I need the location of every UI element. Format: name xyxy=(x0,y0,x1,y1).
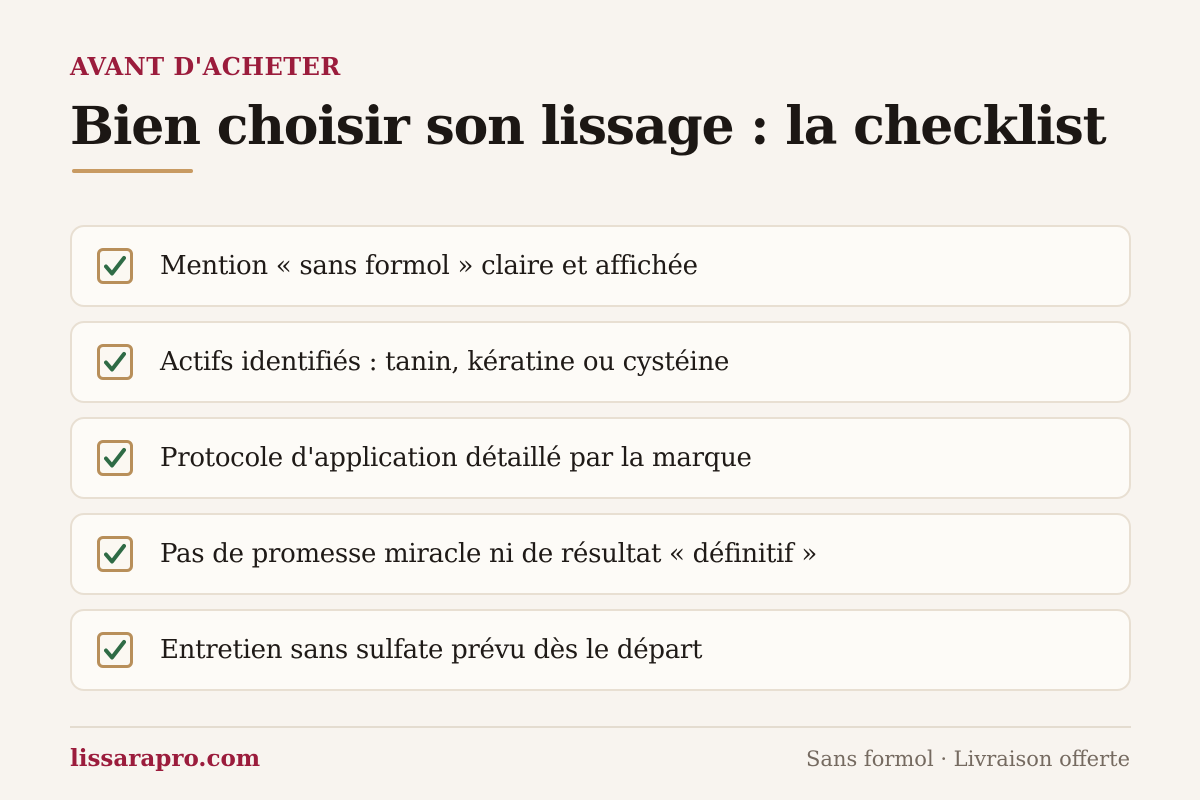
checklist-item-label: Protocole d'application détaillé par la marque xyxy=(160,443,752,473)
checklist-item xyxy=(70,417,1131,499)
checkmark-icon xyxy=(104,639,126,661)
checklist-item-label: Actifs identifiés : tanin, kératine ou cystéine xyxy=(160,347,730,377)
checkmark-icon xyxy=(104,447,126,469)
footer-divider xyxy=(70,726,1131,728)
footer-brand-link[interactable]: lissarapro.com xyxy=(70,745,261,772)
checklist-item-label: Entretien sans sulfate prévu dès le départ xyxy=(160,635,703,665)
checklist-item xyxy=(70,225,1131,307)
checkmark-icon xyxy=(104,255,126,277)
checklist xyxy=(70,225,1131,705)
checklist-item-label: Mention « sans formol » claire et affichée xyxy=(160,251,698,281)
page-title: Bien choisir son lissage : la checklist xyxy=(70,96,1106,157)
checkbox[interactable] xyxy=(97,248,133,284)
checkbox[interactable] xyxy=(97,344,133,380)
checklist-item xyxy=(70,513,1131,595)
checkbox[interactable] xyxy=(97,632,133,668)
checkbox[interactable] xyxy=(97,536,133,572)
checkmark-icon xyxy=(104,543,126,565)
checklist-item xyxy=(70,321,1131,403)
checkmark-icon xyxy=(104,351,126,373)
checkbox[interactable] xyxy=(97,440,133,476)
footer-tagline: Sans formol · Livraison offerte xyxy=(806,747,1130,771)
checklist-item-label: Pas de promesse miracle ni de résultat « définitif » xyxy=(160,539,817,569)
checklist-item xyxy=(70,609,1131,691)
title-underline xyxy=(72,169,193,173)
eyebrow-label: AVANT D'ACHETER xyxy=(70,52,341,81)
